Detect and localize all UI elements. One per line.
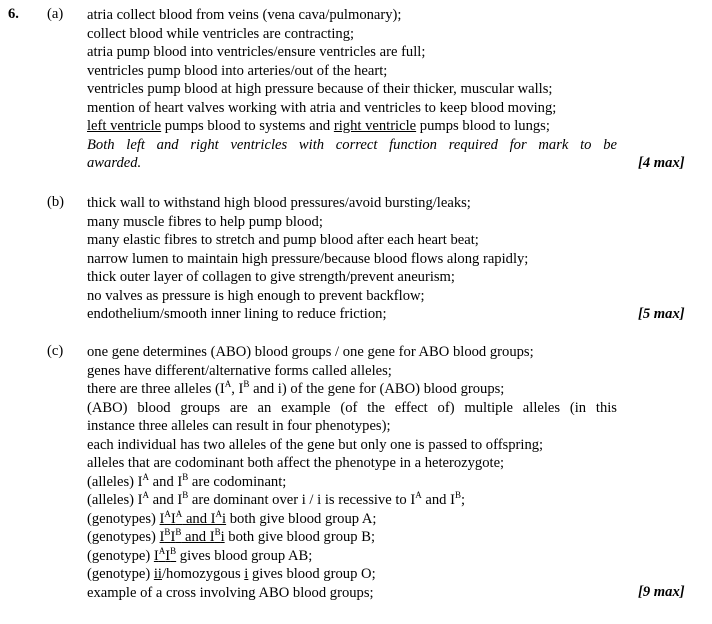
answer-line: narrow lumen to maintain high pressure/because blood flows along rapidly; (87, 250, 529, 267)
answer-line (87, 380, 617, 399)
text-segment: (alleles) I (87, 492, 143, 508)
superscript: B (164, 527, 171, 538)
answer-line: (ABO) blood groups are an example (of the effect of) multiple alleles (in this (87, 399, 617, 416)
part-c-answers (87, 343, 617, 602)
text-segment: i (222, 510, 227, 527)
text-segment: are dominant over i / i is recessive to I (188, 492, 416, 508)
text-segment: i (220, 529, 225, 545)
text-segment: gives blood group O; (248, 566, 376, 582)
answer-line: no valves as pressure is high enough to prevent backflow; (87, 287, 425, 304)
text-segment: gives blood group AB; (176, 547, 313, 564)
answer-line (87, 528, 617, 547)
underlined-genotype (153, 545, 177, 564)
superscript: A (415, 490, 422, 501)
answer-line: atria pump blood into ventricles/ensure ventricles are full; (87, 44, 426, 60)
text-segment: ; (460, 492, 466, 508)
part-a-answers (87, 6, 617, 173)
text-segment: and I (149, 492, 183, 508)
superscript: B (182, 490, 189, 501)
answer-line: ventricles pump blood at high pressure because of their thicker, muscular walls; (87, 81, 553, 97)
answer-line: thick outer layer of collagen to give strength/prevent aneurism; (87, 269, 455, 285)
text-segment: both give blood group A; (226, 510, 377, 527)
text-segment: and I (421, 492, 455, 508)
text-segment: and I (182, 510, 216, 527)
answer-line: each individual has two alleles of the gene but only one is passed to offspring; (87, 436, 544, 453)
answer-line: atria collect blood from veins (vena cava/pulmonary); (87, 7, 402, 23)
part-a-label: (a) (47, 6, 64, 22)
superscript: A (175, 508, 183, 519)
answer-line: collect blood while ventricles are contracting; (87, 25, 355, 42)
part-b-answers (87, 194, 617, 324)
superscript: B (214, 527, 221, 538)
superscript: B (170, 545, 177, 556)
part-c-marks: [9 max] (638, 584, 685, 600)
text-segment: I (170, 510, 176, 527)
superscript: A (142, 471, 150, 482)
text-segment: (genotypes) (87, 510, 160, 527)
text-segment: I (153, 547, 159, 564)
answer-line: alleles that are codominant both affect the phenotype in a heterozygote; (87, 455, 505, 471)
text-segment: (genotype) (87, 547, 154, 564)
answer-line (87, 491, 617, 510)
superscript: A (215, 508, 223, 519)
answer-line: one gene determines (ABO) blood groups / one gene for ABO blood groups; (87, 344, 534, 360)
text-segment: I (170, 529, 176, 545)
answer-line: thick wall to withstand high blood pressures/avoid bursting/leaks; (87, 195, 471, 211)
superscript: A (142, 490, 150, 501)
answer-line: mention of heart valves working with atria and ventricles to keep blood moving; (87, 99, 557, 116)
text-segment: (genotype) (87, 566, 154, 582)
underlined-genotype: i (244, 566, 249, 582)
text-segment: both give blood group B; (224, 529, 376, 545)
answer-line: many muscle fibres to help pump blood; (87, 213, 323, 230)
answer-line: instance three alleles can result in four phenotypes); (87, 418, 391, 434)
superscript: B (182, 471, 189, 482)
superscript: A (164, 508, 171, 519)
answer-line: genes have different/alternative forms called alleles; (87, 362, 392, 379)
underlined-genotype (160, 529, 225, 545)
text-segment: I (159, 510, 165, 527)
part-b-marks: [5 max] (638, 306, 685, 322)
text-segment: there are three alleles (I (87, 381, 225, 397)
text-segment: are codominant; (188, 473, 287, 490)
answer-line (87, 547, 617, 566)
text-segment: pumps blood to systems and (161, 118, 334, 134)
part-a-marks: [4 max] (638, 155, 685, 171)
text-segment: (genotypes) (87, 529, 160, 545)
superscript: B (175, 527, 182, 538)
answer-line: many elastic fibres to stretch and pump blood after each heart beat; (87, 232, 479, 248)
superscript: A (224, 379, 232, 390)
answer-line (87, 510, 617, 529)
answer-line: ventricles pump blood into arteries/out of the heart; (87, 62, 388, 79)
text-segment: I (165, 547, 171, 564)
text-segment: and i) of the gene for (ABO) blood groups; (249, 381, 505, 397)
text-segment: and I (149, 473, 183, 490)
part-c-label: (c) (47, 343, 64, 359)
text-segment: and I (181, 529, 215, 545)
text-segment: pumps blood to lungs; (416, 118, 550, 134)
underlined-genotype: ii (153, 566, 162, 582)
answer-line: example of a cross involving ABO blood groups; (87, 584, 374, 601)
marking-note: Both left and right ventricles with correct function required for mark to be (87, 136, 617, 153)
superscript: A (158, 545, 166, 556)
part-b-label: (b) (47, 194, 65, 210)
underlined-genotype (159, 508, 227, 527)
superscript: B (243, 379, 250, 390)
underlined-term: right ventricle (333, 118, 417, 134)
answer-line (87, 117, 617, 136)
answer-line (87, 565, 617, 584)
answer-line: endothelium/smooth inner lining to reduce friction; (87, 306, 387, 322)
text-segment: I (159, 529, 165, 545)
text-segment: /homozygous (161, 566, 245, 582)
text-segment: , I (231, 381, 244, 397)
marking-note: awarded. (87, 155, 142, 171)
question-number: 6. (8, 6, 19, 22)
text-segment: (alleles) I (87, 473, 143, 490)
answer-line (87, 473, 617, 492)
superscript: B (454, 490, 461, 501)
underlined-term: left ventricle (87, 118, 162, 134)
